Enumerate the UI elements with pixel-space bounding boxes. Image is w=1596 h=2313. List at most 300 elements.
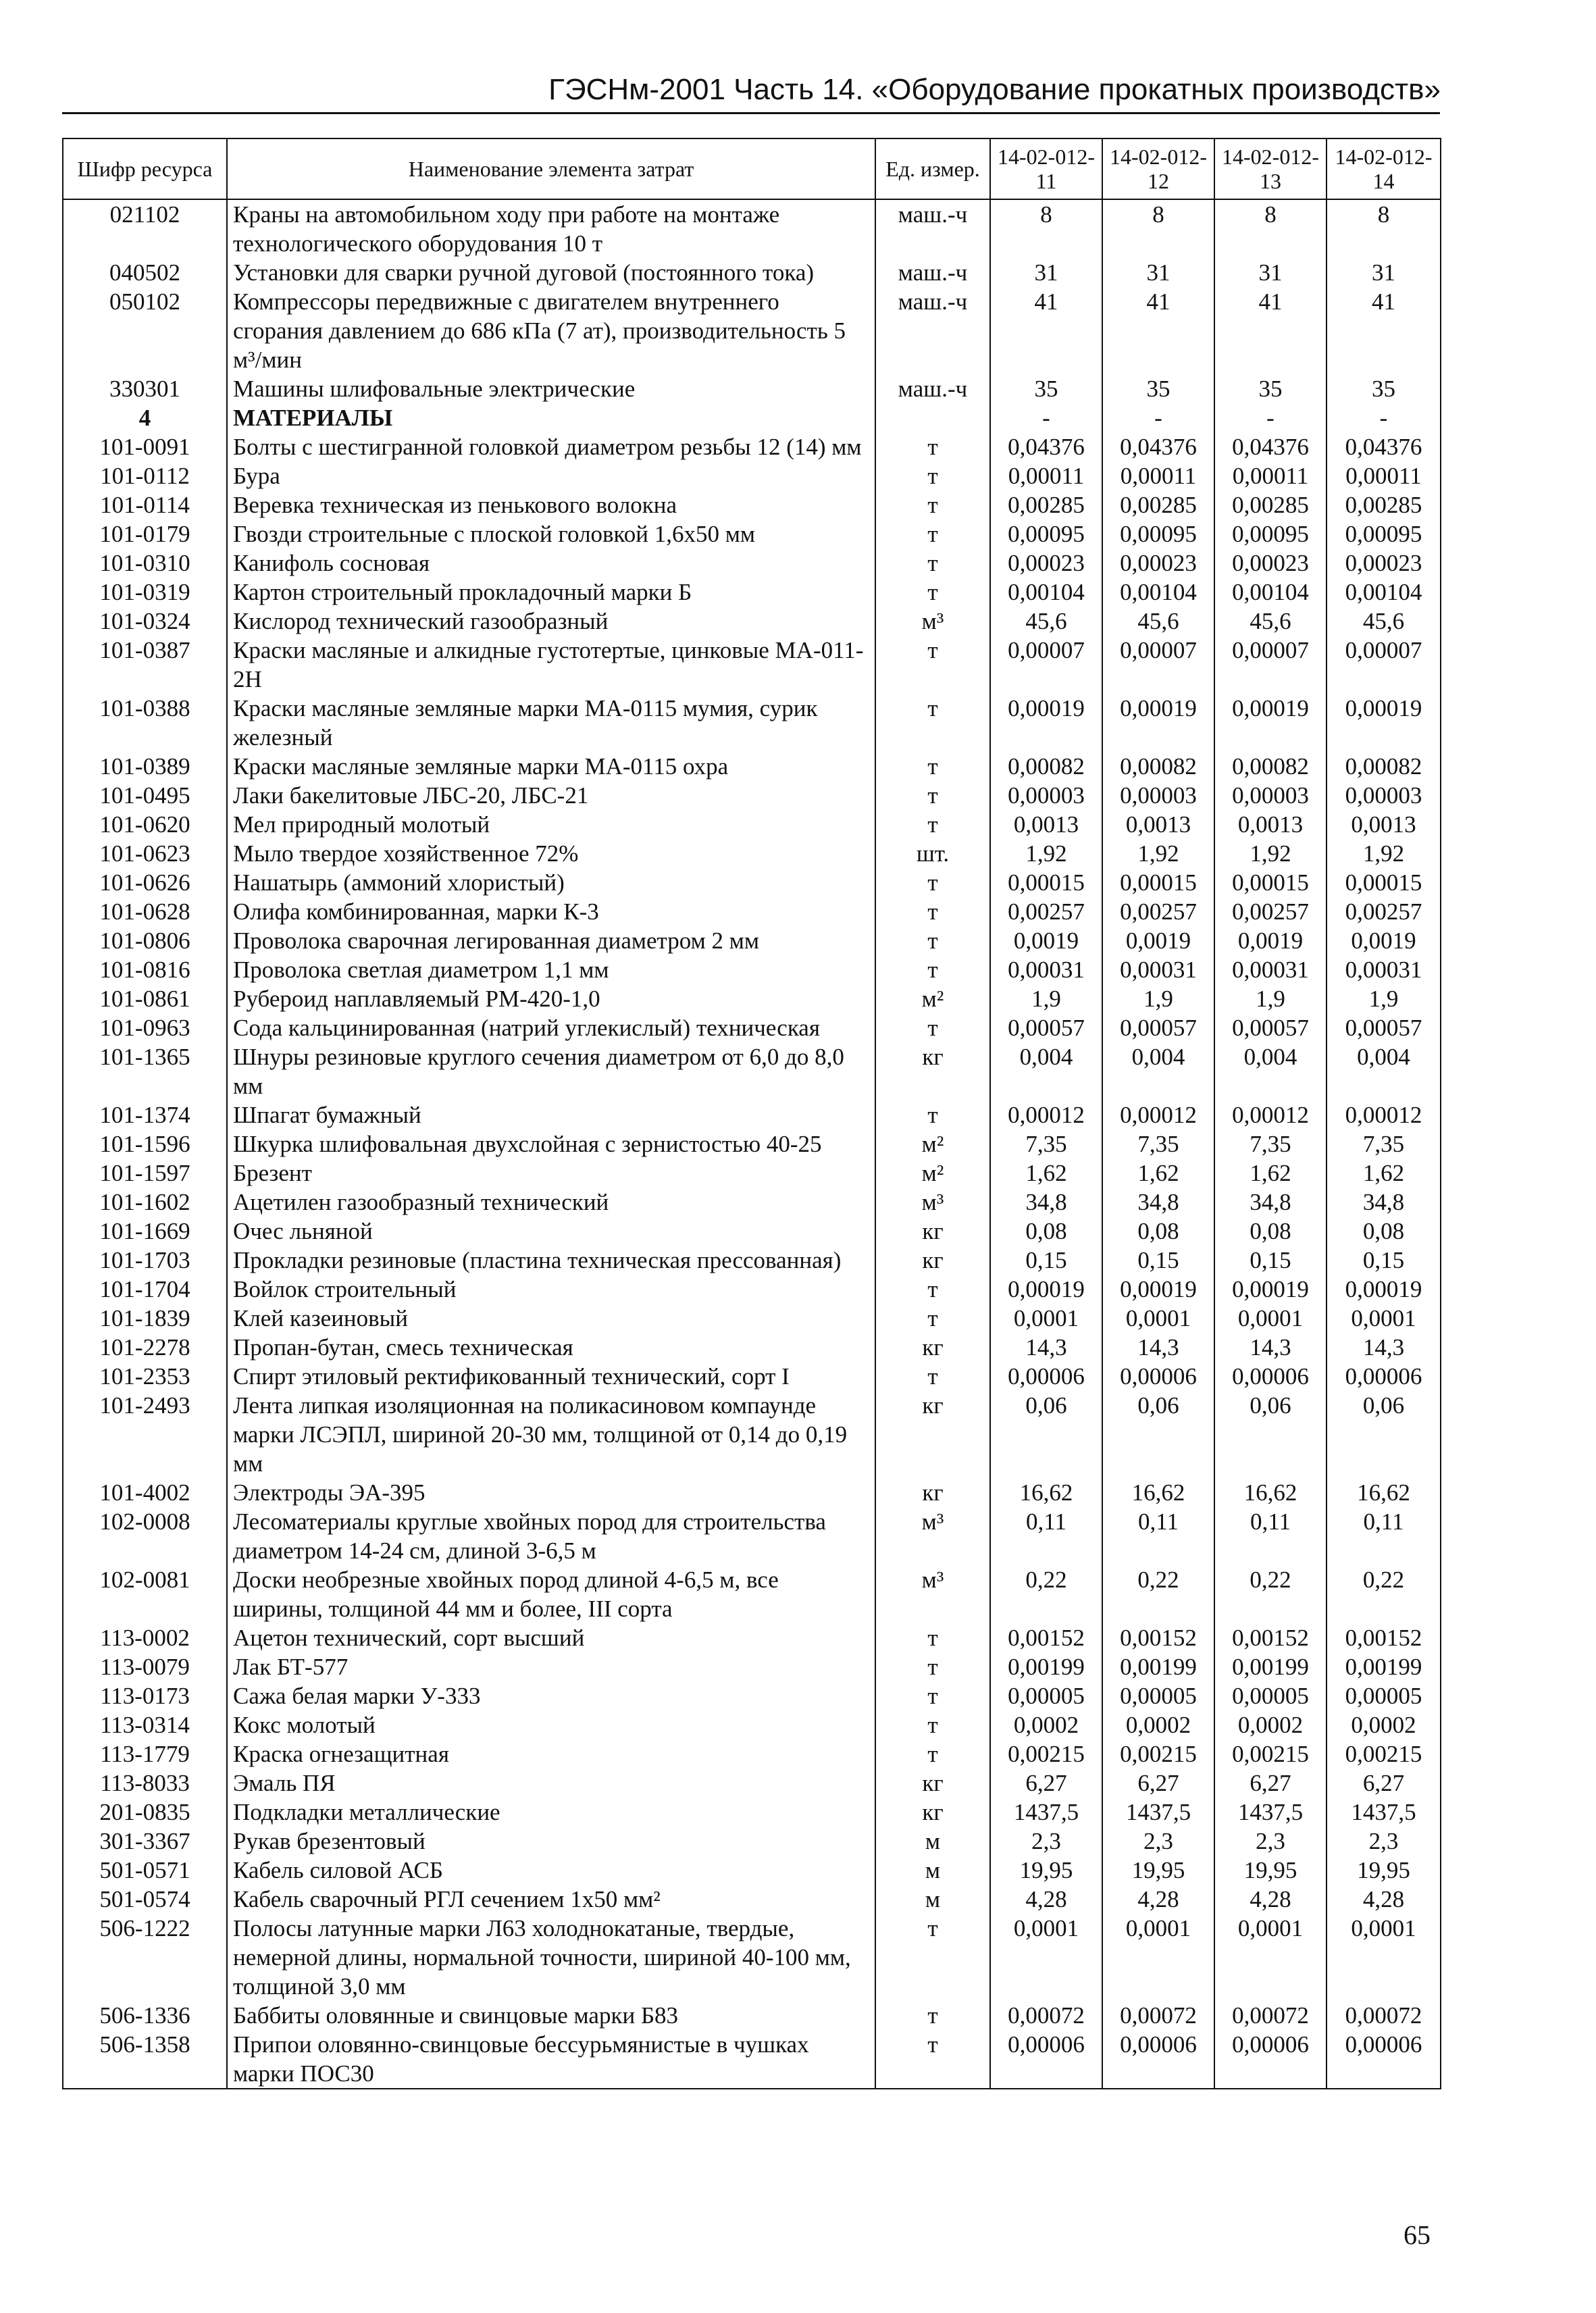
table-row	[63, 578, 1441, 607]
value-cell: 0,0019	[1214, 926, 1327, 955]
resource-code-cell: 101-1602	[63, 1188, 227, 1217]
resource-code-cell: 101-0387	[63, 636, 227, 694]
resource-name-cell: Нашатырь (аммоний хлористый)	[227, 868, 875, 897]
unit-cell: т	[875, 810, 990, 839]
value-cell: 0,00215	[1214, 1739, 1327, 1769]
table-row	[63, 258, 1441, 287]
value-cell: 0,00104	[990, 578, 1102, 607]
value-cell: 0,00015	[1102, 868, 1214, 897]
value-cell: 8	[1214, 199, 1327, 258]
value-cell: 6,27	[1102, 1769, 1214, 1798]
table-row	[63, 1304, 1441, 1333]
resource-name-cell: Кабель силовой АСБ	[227, 1856, 875, 1885]
unit-cell: т	[875, 1013, 990, 1042]
unit-cell: м²	[875, 1129, 990, 1159]
value-cell: 34,8	[1327, 1188, 1441, 1217]
resource-code-cell: 506-1336	[63, 2001, 227, 2030]
unit-cell: кг	[875, 1478, 990, 1507]
resource-name-cell: Шпагат бумажный	[227, 1100, 875, 1129]
resource-code-cell: 050102	[63, 287, 227, 374]
value-cell: 1,92	[990, 839, 1102, 868]
value-cell: -	[1102, 403, 1214, 432]
value-cell: 0,00003	[1327, 781, 1441, 810]
value-cell: 16,62	[1102, 1478, 1214, 1507]
resource-name-cell: Ацетилен газообразный технический	[227, 1188, 875, 1217]
value-cell: 0,06	[990, 1391, 1102, 1478]
value-cell: 0,00011	[1214, 461, 1327, 490]
value-cell: 0,0002	[1327, 1710, 1441, 1739]
value-cell: 0,00152	[990, 1623, 1102, 1652]
resource-code-cell: 113-0173	[63, 1681, 227, 1710]
value-cell: -	[1214, 403, 1327, 432]
unit-cell: т	[875, 636, 990, 694]
unit-cell: м³	[875, 1507, 990, 1565]
resource-name-cell: Установки для сварки ручной дуговой (постоянного тока)	[227, 258, 875, 287]
resource-code-cell: 101-1704	[63, 1275, 227, 1304]
value-cell: 19,95	[990, 1856, 1102, 1885]
value-cell: 0,0001	[1214, 1914, 1327, 2001]
resource-name-cell: Брезент	[227, 1159, 875, 1188]
unit-cell: т	[875, 1100, 990, 1129]
value-cell: 0,00072	[1102, 2001, 1214, 2030]
value-cell: 0,08	[1102, 1217, 1214, 1246]
resource-table	[62, 138, 1441, 2089]
table-row	[63, 781, 1441, 810]
value-cell: 45,6	[990, 607, 1102, 636]
value-cell: 0,00012	[990, 1100, 1102, 1129]
resource-name-cell: Припои оловянно-свинцовые бессурьмянистые в чушках марки ПОС30	[227, 2030, 875, 2089]
unit-cell: т	[875, 1362, 990, 1391]
value-cell: 0,00019	[1102, 1275, 1214, 1304]
unit-cell: т	[875, 781, 990, 810]
value-cell: 0,00057	[1102, 1013, 1214, 1042]
unit-cell: т	[875, 1914, 990, 2001]
value-cell: 1,62	[1327, 1159, 1441, 1188]
value-cell: 0,00006	[1102, 2030, 1214, 2089]
value-cell: 0,0001	[1102, 1304, 1214, 1333]
value-cell: 0,00006	[1102, 1362, 1214, 1391]
value-cell: 0,00019	[1214, 694, 1327, 752]
resource-code-cell: 101-0495	[63, 781, 227, 810]
value-cell: 0,00031	[990, 955, 1102, 984]
resource-name-cell: Сажа белая марки У-333	[227, 1681, 875, 1710]
value-cell: 1,62	[1214, 1159, 1327, 1188]
value-cell: 0,00012	[1214, 1100, 1327, 1129]
unit-cell: м³	[875, 1188, 990, 1217]
value-cell: 0,00031	[1214, 955, 1327, 984]
table-row	[63, 1652, 1441, 1681]
resource-name-cell: Рукав брезентовый	[227, 1827, 875, 1856]
value-cell: 4,28	[990, 1885, 1102, 1914]
table-row	[63, 694, 1441, 752]
table-row	[63, 1885, 1441, 1914]
value-cell: 0,00199	[1214, 1652, 1327, 1681]
unit-cell: м³	[875, 1565, 990, 1623]
resource-code-cell: 101-1669	[63, 1217, 227, 1246]
section-row	[63, 403, 1441, 432]
value-cell: 0,11	[1214, 1507, 1327, 1565]
value-cell: 0,00082	[1327, 752, 1441, 781]
resource-name-cell: Электроды ЭА-395	[227, 1478, 875, 1507]
value-cell: 0,22	[1102, 1565, 1214, 1623]
value-cell: 0,00082	[990, 752, 1102, 781]
value-cell: 0,00285	[1102, 490, 1214, 519]
value-cell: 0,00019	[990, 1275, 1102, 1304]
value-cell: 0,00023	[990, 549, 1102, 578]
unit-cell: кг	[875, 1391, 990, 1478]
resource-name-cell: Спирт этиловый ректификованный технический, сорт I	[227, 1362, 875, 1391]
resource-name-cell: Болты с шестигранной головкой диаметром резьбы 12 (14) мм	[227, 432, 875, 461]
value-cell: 0,00031	[1102, 955, 1214, 984]
column-header: 14-02-012-14	[1327, 138, 1441, 199]
value-cell: 0,00006	[1214, 2030, 1327, 2089]
table-row	[63, 1013, 1441, 1042]
table-row	[63, 1710, 1441, 1739]
value-cell: 1,92	[1214, 839, 1327, 868]
value-cell: 34,8	[1214, 1188, 1327, 1217]
value-cell: 41	[990, 287, 1102, 374]
value-cell: 1,92	[1327, 839, 1441, 868]
resource-name-cell: Олифа комбинированная, марки К-3	[227, 897, 875, 926]
value-cell: 2,3	[1102, 1827, 1214, 1856]
value-cell: 35	[1327, 374, 1441, 403]
resource-name-cell: Проволока светлая диаметром 1,1 мм	[227, 955, 875, 984]
unit-cell: т	[875, 926, 990, 955]
resource-name-cell: Шнуры резиновые круглого сечения диаметром от 6,0 до 8,0 мм	[227, 1042, 875, 1100]
value-cell: 14,3	[990, 1333, 1102, 1362]
unit-cell: т	[875, 1304, 990, 1333]
resource-code-cell: 4	[63, 403, 227, 432]
value-cell: 0,08	[1214, 1217, 1327, 1246]
value-cell: 8	[990, 199, 1102, 258]
value-cell: 0,04376	[1327, 432, 1441, 461]
unit-cell: т	[875, 694, 990, 752]
table-row	[63, 926, 1441, 955]
table-row	[63, 461, 1441, 490]
value-cell: 0,0001	[1327, 1304, 1441, 1333]
resource-code-cell: 101-0861	[63, 984, 227, 1013]
resource-code-cell: 101-0806	[63, 926, 227, 955]
value-cell: 0,004	[1327, 1042, 1441, 1100]
value-cell: 19,95	[1327, 1856, 1441, 1885]
resource-code-cell: 301-3367	[63, 1827, 227, 1856]
value-cell: 0,00019	[990, 694, 1102, 752]
resource-code-cell: 506-1222	[63, 1914, 227, 2001]
table-row	[63, 1275, 1441, 1304]
value-cell: 0,0013	[1102, 810, 1214, 839]
resource-name-cell: Краски масляные земляные марки МА-0115 охра	[227, 752, 875, 781]
table-row	[63, 1188, 1441, 1217]
value-cell: 0,00019	[1102, 694, 1214, 752]
resource-name-cell: Краски масляные земляные марки МА-0115 мумия, сурик железный	[227, 694, 875, 752]
value-cell: 1437,5	[1102, 1798, 1214, 1827]
value-cell: 0,00019	[1327, 1275, 1441, 1304]
value-cell: 31	[1327, 258, 1441, 287]
value-cell: 0,00006	[990, 1362, 1102, 1391]
unit-cell: т	[875, 432, 990, 461]
unit-cell: т	[875, 1275, 990, 1304]
value-cell: 0,00152	[1327, 1623, 1441, 1652]
value-cell: 0,00257	[990, 897, 1102, 926]
resource-name-cell: Проволока сварочная легированная диаметром 2 мм	[227, 926, 875, 955]
page-header-title: ГЭСНм-2001 Часть 14. «Оборудование прокатных производств»	[548, 73, 1441, 106]
resource-code-cell: 330301	[63, 374, 227, 403]
resource-name-cell: Прокладки резиновые (пластина техническая прессованная)	[227, 1246, 875, 1275]
unit-cell: м³	[875, 607, 990, 636]
value-cell: 0,00005	[1327, 1681, 1441, 1710]
value-cell: 0,004	[1214, 1042, 1327, 1100]
column-header: 14-02-012-13	[1214, 138, 1327, 199]
unit-cell: м²	[875, 1159, 990, 1188]
value-cell: 0,00104	[1327, 578, 1441, 607]
value-cell: 0,00003	[1102, 781, 1214, 810]
unit-cell: м	[875, 1856, 990, 1885]
value-cell: 1437,5	[1214, 1798, 1327, 1827]
resource-code-cell: 102-0008	[63, 1507, 227, 1565]
resource-name-cell: Картон строительный прокладочный марки Б	[227, 578, 875, 607]
value-cell: 1,9	[990, 984, 1102, 1013]
value-cell: 35	[1214, 374, 1327, 403]
unit-cell: т	[875, 1623, 990, 1652]
unit-cell: м	[875, 1885, 990, 1914]
unit-cell: кг	[875, 1769, 990, 1798]
value-cell: 0,00215	[1102, 1739, 1214, 1769]
table-row	[63, 1478, 1441, 1507]
resource-code-cell: 021102	[63, 199, 227, 258]
value-cell: 14,3	[1214, 1333, 1327, 1362]
value-cell: 34,8	[1102, 1188, 1214, 1217]
value-cell: 0,22	[1327, 1565, 1441, 1623]
value-cell: 19,95	[1102, 1856, 1214, 1885]
resource-code-cell: 101-0112	[63, 461, 227, 490]
table-row	[63, 1827, 1441, 1856]
resource-code-cell: 101-1703	[63, 1246, 227, 1275]
value-cell: 6,27	[1327, 1769, 1441, 1798]
table-body	[63, 199, 1441, 2089]
value-cell: 1,62	[990, 1159, 1102, 1188]
value-cell: 4,28	[1214, 1885, 1327, 1914]
value-cell: 0,04376	[1102, 432, 1214, 461]
value-cell: 1,9	[1214, 984, 1327, 1013]
value-cell: 8	[1102, 199, 1214, 258]
value-cell: 0,00057	[1214, 1013, 1327, 1042]
value-cell: 0,04376	[990, 432, 1102, 461]
table-row	[63, 199, 1441, 258]
value-cell: 0,00082	[1102, 752, 1214, 781]
table-row	[63, 810, 1441, 839]
value-cell: 31	[1102, 258, 1214, 287]
value-cell: 0,00005	[1214, 1681, 1327, 1710]
value-cell: 0,00023	[1327, 549, 1441, 578]
value-cell: 14,3	[1102, 1333, 1214, 1362]
unit-cell: т	[875, 868, 990, 897]
value-cell: 0,00152	[1102, 1623, 1214, 1652]
resource-name-cell: Мыло твердое хозяйственное 72%	[227, 839, 875, 868]
value-cell: 0,00005	[990, 1681, 1102, 1710]
value-cell: 0,00015	[990, 868, 1102, 897]
value-cell: 0,00006	[1327, 2030, 1441, 2089]
resource-name-cell: Эмаль ПЯ	[227, 1769, 875, 1798]
value-cell: 0,22	[1214, 1565, 1327, 1623]
value-cell: 0,00023	[1214, 549, 1327, 578]
resource-name-cell: Лак БТ-577	[227, 1652, 875, 1681]
value-cell: 0,0019	[1102, 926, 1214, 955]
value-cell: 1,92	[1102, 839, 1214, 868]
table-row	[63, 1391, 1441, 1478]
value-cell: 0,0013	[990, 810, 1102, 839]
value-cell: 0,00006	[1327, 1362, 1441, 1391]
resource-name-cell: Кабель сварочный РГЛ сечением 1х50 мм²	[227, 1885, 875, 1914]
value-cell: 0,00012	[1327, 1100, 1441, 1129]
value-cell: 0,00152	[1214, 1623, 1327, 1652]
unit-cell: т	[875, 897, 990, 926]
table-row	[63, 1362, 1441, 1391]
value-cell: 0,06	[1214, 1391, 1327, 1478]
value-cell: 0,15	[1214, 1246, 1327, 1275]
value-cell: 0,00011	[1327, 461, 1441, 490]
table-row	[63, 868, 1441, 897]
value-cell: 0,004	[1102, 1042, 1214, 1100]
resource-name-cell: Очес льняной	[227, 1217, 875, 1246]
value-cell: 0,0013	[1214, 810, 1327, 839]
column-header: Ед. измер.	[875, 138, 990, 199]
table-row	[63, 519, 1441, 549]
value-cell: 0,22	[990, 1565, 1102, 1623]
value-cell: 2,3	[1214, 1827, 1327, 1856]
table-row	[63, 839, 1441, 868]
resource-code-cell: 113-8033	[63, 1769, 227, 1798]
value-cell: 0,00012	[1102, 1100, 1214, 1129]
value-cell: 0,11	[990, 1507, 1102, 1565]
value-cell: 35	[990, 374, 1102, 403]
resource-name-cell: Краска огнезащитная	[227, 1739, 875, 1769]
value-cell: 0,06	[1327, 1391, 1441, 1478]
unit-cell: т	[875, 955, 990, 984]
table-row	[63, 1769, 1441, 1798]
value-cell: 0,0019	[1327, 926, 1441, 955]
value-cell: 0,08	[990, 1217, 1102, 1246]
resource-name-cell: Шкурка шлифовальная двухслойная с зернистостью 40-25	[227, 1129, 875, 1159]
value-cell: 1,62	[1102, 1159, 1214, 1188]
value-cell: 0,00215	[990, 1739, 1102, 1769]
unit-cell: кг	[875, 1798, 990, 1827]
resource-name-cell: Сода кальцинированная (натрий углекислый) техническая	[227, 1013, 875, 1042]
resource-name-cell: Веревка техническая из пенькового волокна	[227, 490, 875, 519]
resource-name-cell: Подкладки металлические	[227, 1798, 875, 1827]
header-rule	[62, 112, 1440, 114]
resource-code-cell: 101-0324	[63, 607, 227, 636]
unit-cell: т	[875, 578, 990, 607]
unit-cell: кг	[875, 1217, 990, 1246]
value-cell: 45,6	[1327, 607, 1441, 636]
unit-cell: маш.-ч	[875, 258, 990, 287]
table-row	[63, 1246, 1441, 1275]
resource-name-cell: Лаки бакелитовые ЛБС-20, ЛБС-21	[227, 781, 875, 810]
value-cell: 0,00057	[1327, 1013, 1441, 1042]
resource-code-cell: 101-0389	[63, 752, 227, 781]
value-cell: 31	[1214, 258, 1327, 287]
unit-cell	[875, 403, 990, 432]
unit-cell: т	[875, 1681, 990, 1710]
value-cell: 0,00285	[1327, 490, 1441, 519]
value-cell: 16,62	[990, 1478, 1102, 1507]
value-cell: 2,3	[990, 1827, 1102, 1856]
resource-code-cell: 101-2353	[63, 1362, 227, 1391]
value-cell: 0,11	[1102, 1507, 1214, 1565]
table-row	[63, 2001, 1441, 2030]
unit-cell: т	[875, 2030, 990, 2089]
value-cell: 0,00095	[1102, 519, 1214, 549]
value-cell: 0,00072	[1214, 2001, 1327, 2030]
value-cell: 1,9	[1102, 984, 1214, 1013]
resource-code-cell: 101-0388	[63, 694, 227, 752]
value-cell: 8	[1327, 199, 1441, 258]
table-row	[63, 984, 1441, 1013]
value-cell: 0,00104	[1214, 578, 1327, 607]
value-cell: 0,00007	[1102, 636, 1214, 694]
resource-code-cell: 101-1839	[63, 1304, 227, 1333]
table-row	[63, 1856, 1441, 1885]
value-cell: 0,00007	[1327, 636, 1441, 694]
unit-cell: кг	[875, 1042, 990, 1100]
resource-code-cell: 501-0571	[63, 1856, 227, 1885]
resource-code-cell: 101-0628	[63, 897, 227, 926]
value-cell: 0,0002	[1102, 1710, 1214, 1739]
resource-code-cell: 101-0623	[63, 839, 227, 868]
value-cell: 0,04376	[1214, 432, 1327, 461]
resource-code-cell: 101-1365	[63, 1042, 227, 1100]
resource-code-cell: 101-2278	[63, 1333, 227, 1362]
value-cell: 0,00215	[1327, 1739, 1441, 1769]
value-cell: 45,6	[1102, 607, 1214, 636]
table-row	[63, 1217, 1441, 1246]
unit-cell: т	[875, 2001, 990, 2030]
table-row	[63, 374, 1441, 403]
resource-name-cell: Войлок строительный	[227, 1275, 875, 1304]
resource-code-cell: 101-0626	[63, 868, 227, 897]
resource-code-cell: 113-0314	[63, 1710, 227, 1739]
value-cell: 0,00007	[990, 636, 1102, 694]
unit-cell: т	[875, 1652, 990, 1681]
value-cell: 0,00072	[1327, 2001, 1441, 2030]
resource-name-cell: Ацетон технический, сорт высший	[227, 1623, 875, 1652]
resource-code-cell: 101-0310	[63, 549, 227, 578]
column-header: Наименование элемента затрат	[227, 138, 875, 199]
value-cell: 7,35	[1102, 1129, 1214, 1159]
value-cell: 0,00104	[1102, 578, 1214, 607]
resource-name-cell: Канифоль сосновая	[227, 549, 875, 578]
value-cell: 0,004	[990, 1042, 1102, 1100]
resource-name-cell: Бура	[227, 461, 875, 490]
value-cell: 0,11	[1327, 1507, 1441, 1565]
column-header: 14-02-012-11	[990, 138, 1102, 199]
value-cell: 0,0001	[1327, 1914, 1441, 2001]
unit-cell: кг	[875, 1333, 990, 1362]
resource-code-cell: 101-0816	[63, 955, 227, 984]
value-cell: 0,00031	[1327, 955, 1441, 984]
resource-code-cell: 101-0114	[63, 490, 227, 519]
page-number: 65	[1404, 2220, 1431, 2250]
unit-cell: м	[875, 1827, 990, 1856]
resource-code-cell: 101-1374	[63, 1100, 227, 1129]
value-cell: 6,27	[990, 1769, 1102, 1798]
value-cell: 0,15	[1327, 1246, 1441, 1275]
unit-cell: м²	[875, 984, 990, 1013]
value-cell: 19,95	[1214, 1856, 1327, 1885]
value-cell: 0,00003	[990, 781, 1102, 810]
value-cell: 0,00095	[1327, 519, 1441, 549]
unit-cell: т	[875, 549, 990, 578]
